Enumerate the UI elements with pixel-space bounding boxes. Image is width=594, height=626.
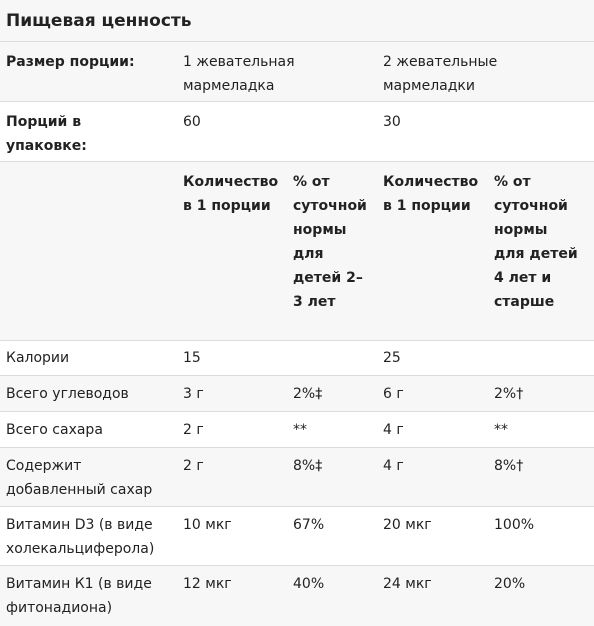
servings-per-container-adults: 30 [383, 114, 401, 130]
nutrient-dv-adults: 20% [494, 576, 526, 592]
nutrient-dv-adults: 8%† [494, 458, 524, 474]
header-amount-adults: Количество в 1 порции [383, 174, 479, 214]
nutrient-row-vitamin-k1 [0, 566, 594, 626]
column-header-row [0, 162, 594, 341]
nutrient-amount-kids: 3 г [183, 386, 204, 402]
nutrient-dv-kids: 67% [293, 517, 325, 533]
nutrient-row-calories [0, 341, 594, 376]
servings-per-container-kids: 60 [183, 114, 201, 130]
header-dv-adults: % от суточной нормы для детей 4 лет и старше [494, 174, 578, 310]
nutrient-dv-kids: 40% [293, 576, 325, 592]
servings-per-container-label: Порций в упаковке: [6, 114, 87, 154]
nutrient-name: Содержит добавленный сахар [6, 458, 153, 498]
serving-size-row [0, 42, 594, 102]
header-amount-kids: Количество в 1 порции [183, 174, 279, 214]
nutrient-dv-adults: ** [494, 422, 508, 438]
nutrient-amount-kids: 10 мкг [183, 517, 232, 533]
nutrient-amount-kids: 15 [183, 350, 201, 366]
nutrient-row-added-sugars [0, 448, 594, 507]
nutrient-dv-kids: 8%‡ [293, 458, 323, 474]
header-dv-kids: % от суточной нормы для детей 2–3 лет [293, 174, 367, 310]
nutrient-dv-adults [494, 341, 590, 346]
nutrient-row-vitamin-d3 [0, 507, 594, 566]
nutrient-name: Всего углеводов [6, 386, 129, 402]
nutrient-amount-adults: 24 мкг [383, 576, 432, 592]
nutrient-amount-kids: 12 мкг [183, 576, 232, 592]
nutrient-amount-adults: 6 г [383, 386, 404, 402]
servings-per-container-row [0, 102, 594, 162]
serving-size-kids: 1 жевательная мармеладка [183, 54, 295, 94]
nutrient-amount-kids: 2 г [183, 458, 204, 474]
nutrient-amount-adults: 25 [383, 350, 401, 366]
nutrient-dv-kids: ** [293, 422, 307, 438]
nutrient-dv-adults: 2%† [494, 386, 524, 402]
nutrient-row-total-carbs [0, 376, 594, 412]
nutrient-amount-kids: 2 г [183, 422, 204, 438]
nutrient-name: Всего сахара [6, 422, 103, 438]
nutrient-row-total-sugars [0, 412, 594, 448]
nutrient-name: Витамин D3 (в виде холекальциферола) [6, 517, 155, 557]
nutrient-name: Витамин К1 (в виде фитонадиона) [6, 576, 152, 616]
nutrient-dv-adults: 100% [494, 517, 535, 533]
serving-size-label: Размер порции: [6, 54, 135, 70]
nutrient-amount-adults: 4 г [383, 458, 404, 474]
nutrient-dv-kids [293, 341, 377, 346]
nutrient-amount-adults: 4 г [383, 422, 404, 438]
nutrient-dv-kids: 2%‡ [293, 386, 323, 402]
nutrition-facts-title: Пищевая ценность [0, 0, 594, 42]
nutrient-amount-adults: 20 мкг [383, 517, 432, 533]
nutrient-name: Калории [6, 350, 70, 366]
serving-size-adults: 2 жевательные мармеладки [383, 54, 498, 94]
